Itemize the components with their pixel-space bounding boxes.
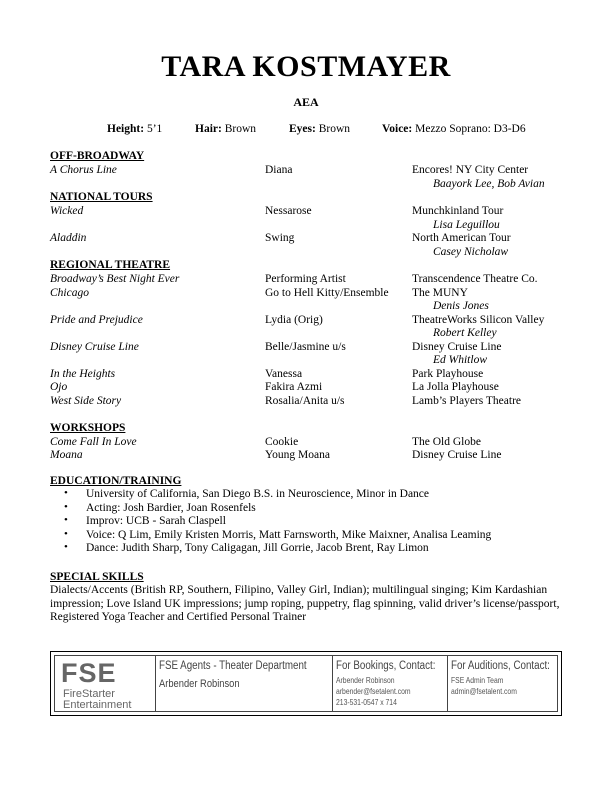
agency-footer bbox=[50, 651, 562, 716]
credit-show: Disney Cruise Line bbox=[50, 341, 139, 353]
union-affiliation: AEA bbox=[293, 95, 319, 109]
credit-role: Vanessa bbox=[265, 368, 303, 380]
credit-venue: Transcendence Theatre Co. bbox=[412, 273, 538, 285]
credit-venue: La Jolla Playhouse bbox=[412, 381, 499, 393]
credit-show: Broadway’s Best Night Ever bbox=[50, 273, 180, 285]
credit-role: Young Moana bbox=[265, 449, 330, 461]
section-regional-theatre: REGIONAL THEATRE bbox=[50, 259, 171, 271]
credit-venue: Park Playhouse bbox=[412, 368, 484, 380]
credit-role: Performing Artist bbox=[265, 273, 346, 285]
credit-show: In the Heights bbox=[50, 368, 116, 380]
credit-director: Denis Jones bbox=[433, 300, 489, 312]
credit-venue: Munchkinland Tour bbox=[412, 205, 504, 217]
credit-show: Aladdin bbox=[50, 232, 87, 244]
credit-role: Nessarose bbox=[265, 205, 312, 217]
credit-venue: North American Tour bbox=[412, 232, 511, 244]
credit-director: Robert Kelley bbox=[433, 327, 497, 339]
agent-name: Arbender Robinson bbox=[159, 678, 240, 690]
credit-role: Cookie bbox=[265, 436, 299, 448]
logo-line: Entertainment bbox=[63, 699, 132, 711]
section-national-tours: NATIONAL TOURS bbox=[50, 191, 153, 203]
credit-venue: Disney Cruise Line bbox=[412, 449, 502, 461]
list-item: • Dance: Judith Sharp, Tony Caligagan, Jill Gorrie, Jacob Brent, Ray Limon bbox=[64, 541, 429, 554]
bullet-icon: • bbox=[64, 541, 68, 553]
bullet-icon: • bbox=[64, 487, 68, 499]
credit-show: Pride and Prejudice bbox=[50, 314, 143, 326]
special-skills-text: Dialects/Accents (British RP, Southern, Filipino, Valley Girl, Indian); multilingual singing; Kim Kardashian impression; Love Island UK impressions; jump roping, puppetry, flag spinning, valid driver’s license/passport, Registered Yoga Teacher and Certified Personal Trainer bbox=[50, 584, 560, 624]
credit-venue: Lamb’s Players Theatre bbox=[412, 395, 522, 407]
credit-role: Fakira Azmi bbox=[265, 381, 323, 393]
section-education: EDUCATION/TRAINING bbox=[50, 475, 182, 487]
education-list bbox=[64, 488, 491, 556]
credit-role: Swing bbox=[265, 232, 295, 244]
credit-venue: The MUNY bbox=[412, 287, 468, 299]
bookings-phone: 213-531-0547 x 714 bbox=[336, 698, 397, 707]
voice-stat: Voice: Mezzo Soprano: D3-D6 bbox=[382, 123, 526, 135]
height-stat: Height: 5’1 bbox=[107, 123, 163, 135]
credit-role: Belle/Jasmine u/s bbox=[265, 341, 346, 353]
credit-show: A Chorus Line bbox=[50, 164, 117, 176]
auditions-name: FSE Admin Team bbox=[451, 676, 504, 685]
credit-show: Come Fall In Love bbox=[50, 436, 137, 448]
credit-director: Lisa Leguillou bbox=[433, 219, 500, 231]
section-special-skills: SPECIAL SKILLS bbox=[50, 571, 144, 583]
credit-show: Wicked bbox=[50, 205, 84, 217]
credit-director: Baayork Lee, Bob Avian bbox=[433, 178, 545, 190]
bookings-email[interactable]: arbender@fsetalent.com bbox=[336, 687, 411, 696]
agency-logo bbox=[55, 656, 156, 711]
agents-column bbox=[155, 656, 333, 711]
bookings-name: Arbender Robinson bbox=[336, 676, 395, 685]
list-item: • Improv: UCB - Sarah Claspell bbox=[64, 514, 226, 527]
credit-role: Lydia (Orig) bbox=[265, 314, 323, 326]
credit-venue: Encores! NY City Center bbox=[412, 164, 529, 176]
credit-venue: TheatreWorks Silicon Valley bbox=[412, 314, 545, 326]
logo-line: FireStarter bbox=[63, 688, 115, 700]
credit-venue: Disney Cruise Line bbox=[412, 341, 502, 353]
credit-role: Go to Hell Kitty/Ensemble bbox=[265, 287, 389, 299]
bullet-icon: • bbox=[64, 527, 68, 540]
credit-show: West Side Story bbox=[50, 395, 122, 407]
credit-role: Diana bbox=[265, 164, 293, 176]
section-off-broadway: OFF-BROADWAY bbox=[50, 150, 145, 162]
agents-title: FSE Agents - Theater Department bbox=[159, 660, 307, 672]
auditions-column bbox=[447, 656, 557, 711]
credit-director: Ed Whitlow bbox=[433, 354, 487, 366]
auditions-title: For Auditions, Contact: bbox=[451, 660, 550, 672]
credit-role: Rosalia/Anita u/s bbox=[265, 395, 345, 407]
credit-show: Moana bbox=[50, 449, 83, 461]
bullet-icon: • bbox=[64, 514, 68, 526]
auditions-email[interactable]: admin@fsetalent.com bbox=[451, 687, 517, 696]
actor-name: TARA KOSTMAYER bbox=[161, 50, 451, 83]
credit-show: Ojo bbox=[50, 381, 68, 393]
credit-show: Chicago bbox=[50, 287, 89, 299]
list-item: • Acting: Josh Bardier, Joan Rosenfels bbox=[64, 500, 256, 514]
hair-stat: Hair: Brown bbox=[195, 123, 257, 135]
bookings-column bbox=[332, 656, 448, 711]
list-item: • University of California, San Diego B.S. in Neuroscience, Minor in Dance bbox=[64, 487, 430, 500]
eyes-stat: Eyes: Brown bbox=[289, 123, 351, 135]
list-item: • Voice: Q Lim, Emily Kristen Morris, Matt Farnsworth, Mike Maixner, Analisa Leaming bbox=[64, 527, 492, 541]
bookings-title: For Bookings, Contact: bbox=[336, 660, 436, 672]
section-workshops: WORKSHOPS bbox=[50, 422, 126, 434]
logo-text: FSE bbox=[61, 658, 117, 688]
bullet-icon: • bbox=[64, 500, 68, 513]
credit-director: Casey Nicholaw bbox=[433, 246, 509, 258]
credit-venue: The Old Globe bbox=[412, 436, 481, 448]
